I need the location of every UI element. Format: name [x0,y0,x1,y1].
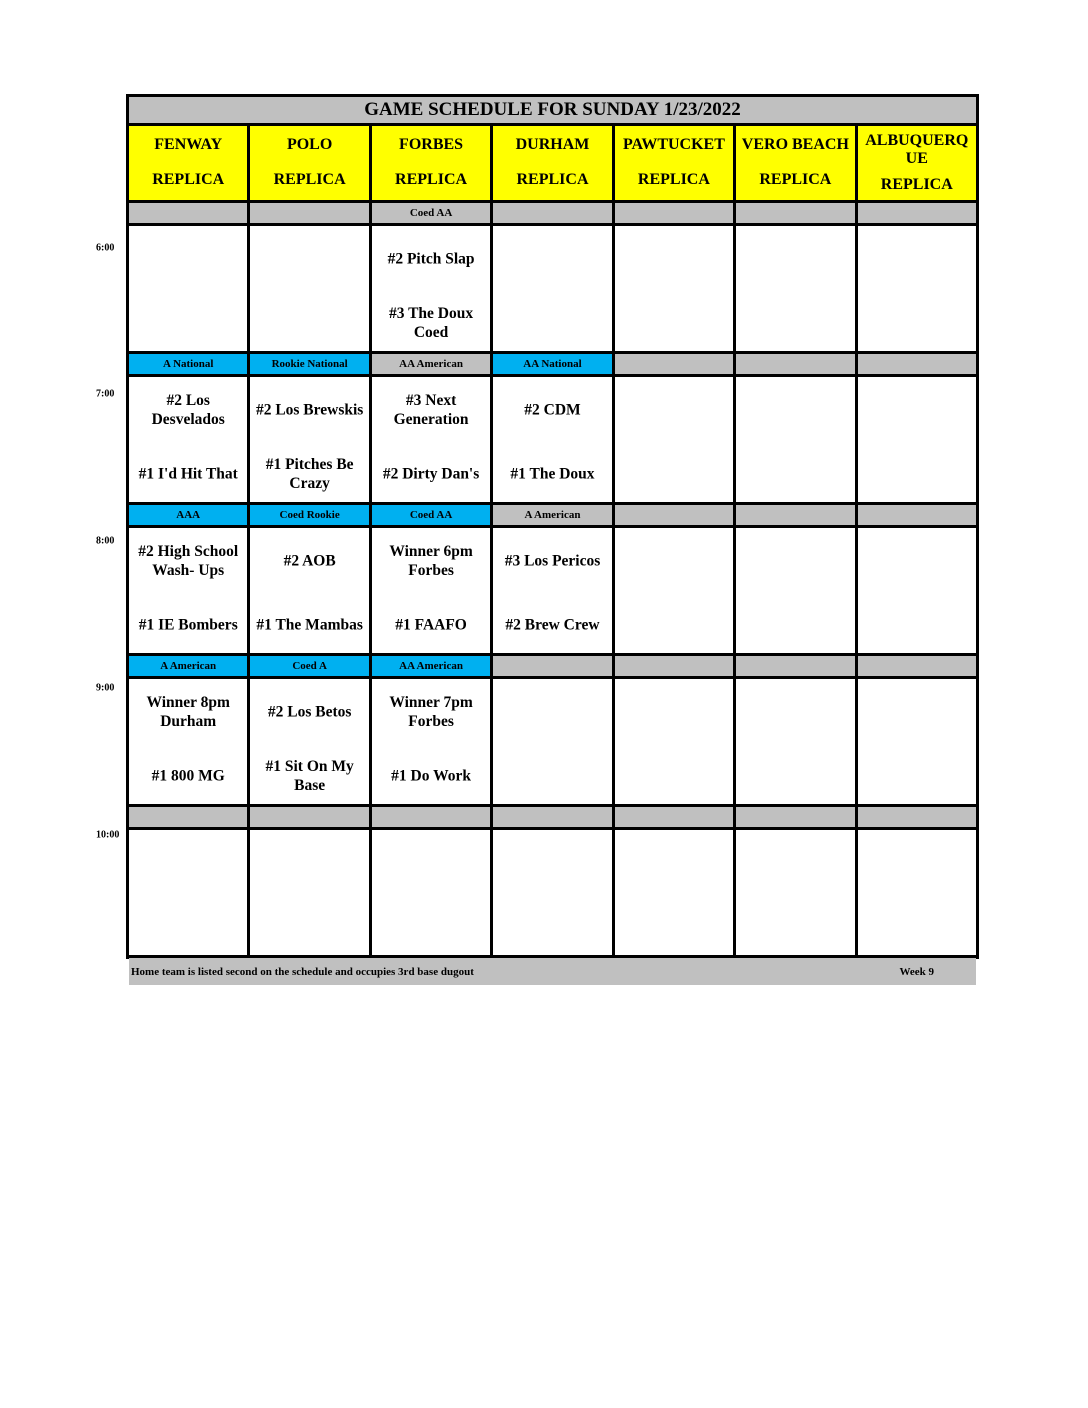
game-cell [493,528,611,653]
game-cell [493,377,611,502]
home-team: #1 Pitches Be Crazy [265,456,354,492]
time-label: 6:00 [96,242,115,254]
home-team: #1 I'd Hit That [138,465,238,483]
venue-type: REPLICA [395,171,468,189]
game-cell [372,679,490,804]
game-cell [615,830,733,955]
home-team: #1 Sit On My Base [265,758,354,794]
division-label: Coed AA [372,505,490,525]
game-cell [736,226,854,351]
away-team: #2 Los Betos [267,703,352,721]
game-cell [250,830,368,955]
away-team: #2 High School Wash- Ups [138,543,239,579]
venue-header-polo [250,126,368,200]
division-label: A National [129,354,247,374]
division-label [858,807,976,827]
division-label [372,807,490,827]
division-label: AA National [493,354,611,374]
venue-header-vero-beach [736,126,854,200]
game-cell [615,528,733,653]
game-cell [250,377,368,502]
game-cell [250,528,368,653]
division-label: Rookie National [250,354,368,374]
game-cell [372,830,490,955]
venue-type: REPLICA [152,171,225,189]
division-label [250,807,368,827]
division-label [129,807,247,827]
home-team: #2 Brew Crew [505,616,600,634]
away-team: #2 Los Brewskis [255,401,364,419]
away-team: #3 Next Generation [393,392,469,428]
away-team: #2 CDM [524,401,581,419]
division-label [858,354,976,374]
division-label [858,656,976,676]
division-label [736,203,854,223]
away-team: Winner 7pm Forbes [389,694,473,730]
game-cell [129,528,247,653]
game-cell [372,226,490,351]
home-team: #1 FAAFO [395,616,467,634]
division-label [736,354,854,374]
division-label [615,807,733,827]
home-team: #1 800 MG [151,767,225,785]
division-label [858,505,976,525]
game-cell [129,226,247,351]
division-label [615,354,733,374]
game-cell [372,528,490,653]
time-label: 10:00 [96,829,120,841]
game-cell [493,679,611,804]
division-label: AAA [129,505,247,525]
game-cell [858,377,976,502]
schedule-title: GAME SCHEDULE FOR SUNDAY 1/23/2022 [129,97,976,123]
game-cell [615,679,733,804]
footer-note: Home team is listed second on the schedule and occupies 3rd base dugout [131,965,474,978]
venue-header-albuquerque [858,126,976,200]
division-label [129,203,247,223]
venue-type: REPLICA [880,175,953,193]
venue-type: REPLICA [637,171,710,189]
game-cell [858,830,976,955]
away-team: #2 AOB [283,552,336,570]
venue-type: REPLICA [516,171,589,189]
game-cell [250,226,368,351]
game-cell [615,377,733,502]
game-cell [858,679,976,804]
home-team: #1 The Doux [510,465,595,483]
game-cell [129,830,247,955]
venue-header-durham [493,126,611,200]
time-label: 9:00 [96,682,115,694]
division-label [493,203,611,223]
game-cell [858,226,976,351]
venue-name: FORBES [399,136,464,154]
away-team: #2 Los Desvelados [151,392,225,428]
division-label [858,203,976,223]
game-cell [736,679,854,804]
venue-name: FENWAY [154,136,223,154]
division-label: Coed Rookie [250,505,368,525]
division-label [250,203,368,223]
home-team: #1 The Mambas [256,616,363,634]
away-team: Winner 8pm Durham [146,694,230,730]
venue-type: REPLICA [273,171,346,189]
time-label: 7:00 [96,388,115,400]
division-label [736,656,854,676]
division-label: AA American [372,656,490,676]
home-team: #3 The Doux Coed [389,305,474,341]
schedule-table [126,94,979,978]
game-cell [736,528,854,653]
division-label [736,505,854,525]
division-label [615,203,733,223]
venue-name: POLO [286,136,333,154]
venue-name: DURHAM [515,136,590,154]
game-cell [372,377,490,502]
venue-name: ALBUQUERQUE [865,131,969,168]
away-team: Winner 6pm Forbes [389,543,473,579]
game-cell [736,830,854,955]
away-team: #3 Los Pericos [504,552,601,570]
game-cell [129,377,247,502]
game-cell [858,528,976,653]
division-label: A American [129,656,247,676]
division-label: AA American [372,354,490,374]
division-label [493,656,611,676]
game-cell [493,830,611,955]
game-cell [736,377,854,502]
schedule-footer [129,958,976,985]
venue-header-pawtucket [615,126,733,200]
home-team: #1 Do Work [391,767,471,785]
division-label [736,807,854,827]
division-label: Coed A [250,656,368,676]
game-cell [615,226,733,351]
game-cell [250,679,368,804]
time-label: 8:00 [96,535,115,547]
game-cell [129,679,247,804]
venue-type: REPLICA [759,171,832,189]
venue-header-forbes [372,126,490,200]
game-cell [493,226,611,351]
division-label [615,656,733,676]
week-label: Week 9 [899,965,934,978]
home-team: #2 Dirty Dan's [382,465,480,483]
division-label [493,807,611,827]
home-team: #1 IE Bombers [138,616,238,634]
division-label: Coed AA [372,203,490,223]
venue-name: PAWTUCKET [622,136,725,154]
division-label: A American [493,505,611,525]
away-team: #2 Pitch Slap [387,250,475,268]
venue-name: VERO BEACH [741,136,849,154]
venue-header-fenway [129,126,247,200]
division-label [615,505,733,525]
